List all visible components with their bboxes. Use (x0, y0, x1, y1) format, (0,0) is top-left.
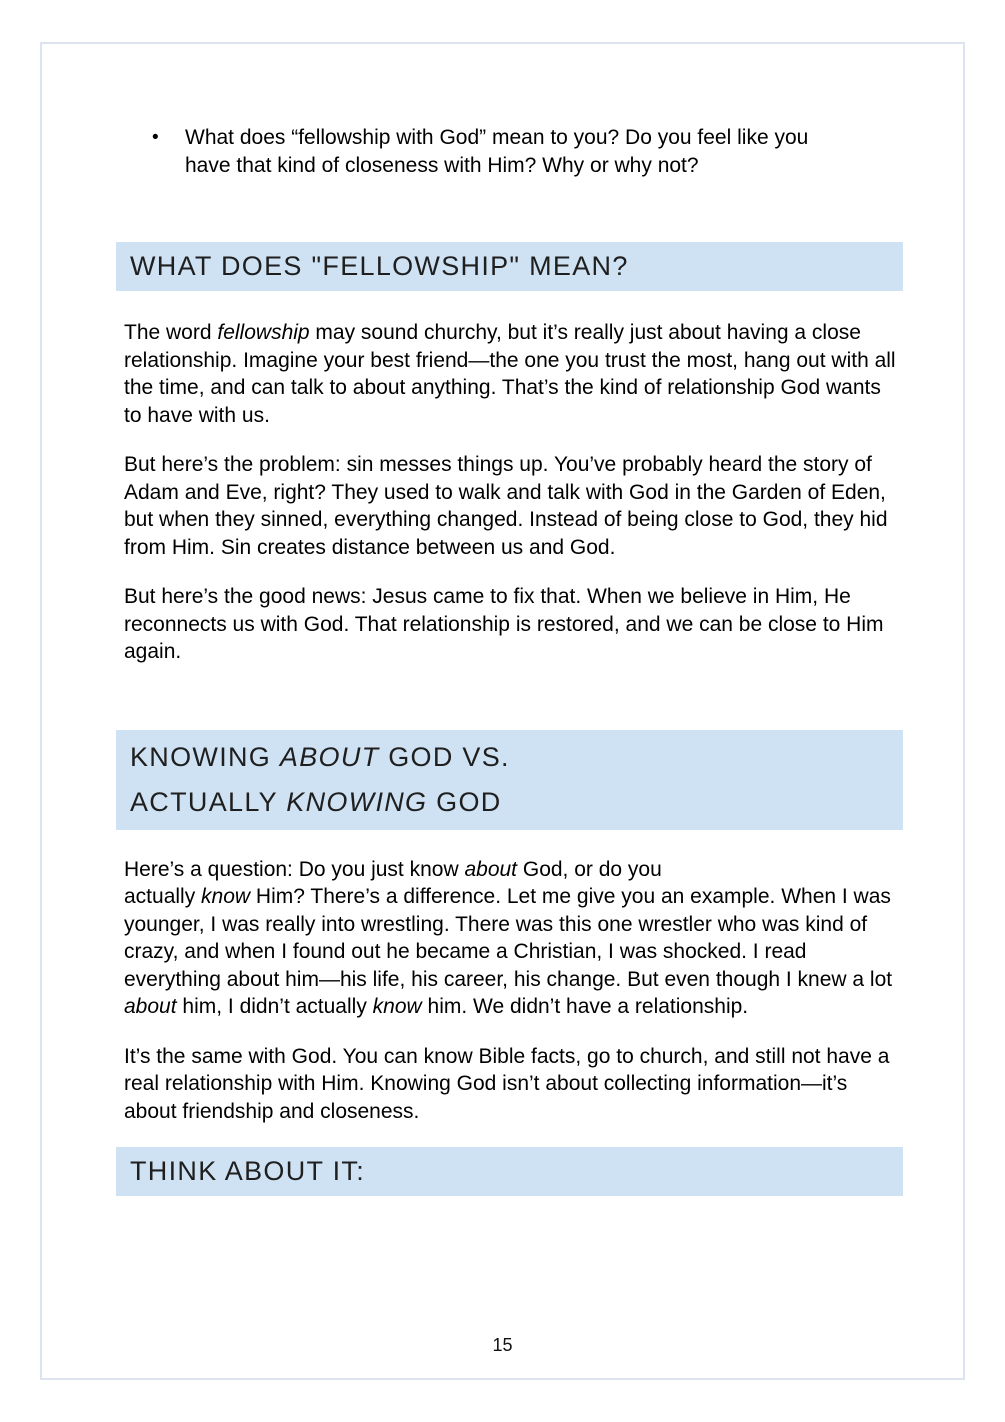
bullet-icon: • (152, 127, 159, 148)
section-heading-knowing-god: KNOWING ABOUT GOD VS. ACTUALLY KNOWING GOD (116, 730, 903, 830)
bullet-list (152, 124, 903, 180)
paragraph-fellowship-2: But here’s the problem: sin messes things up. You’ve probably heard the story of Adam and Eve, right? They used to walk and talk with God in the Garden of Eden, but when they sinned, everything changed. Instead of being close to God, they hid from Him. Sin creates distance between us and God. (124, 453, 888, 559)
section-heading-fellowship-mean: WHAT DOES "FELLOWSHIP" MEAN? (116, 242, 903, 291)
page-number: 15 (492, 1335, 513, 1355)
bullet-text: What does “fellowship with God” mean to you? Do you feel like you have that kind of closeness with Him? Why or why not? (185, 126, 809, 177)
paragraph-fellowship-1: The word fellowship may sound churchy, but it’s really just about having a close relationship. Imagine your best friend—the one you trust the most, hang out with all the time, and can talk to about anything. That’s the kind of relationship God wants to have with us. (124, 321, 896, 427)
section-heading-think-about-it: THINK ABOUT IT: (116, 1147, 903, 1196)
document-page (40, 42, 965, 1380)
paragraph-fellowship-3: But here’s the good news: Jesus came to fix that. When we believe in Him, He reconnects us with God. That relationship is restored, and we can be close to Him again. (124, 585, 884, 663)
paragraph-knowing-1: Here’s a question: Do you just know about God, or do you actually know Him? There’s a difference. Let me give you an example. When I was younger, I was really into wrestling. There was this one wrestler who was kind of crazy, and when I found out he became a Christian, I was shocked. I read everything about him—his life, his career, his change. But even though I knew a lot about him, I didn’t actually know him. We didn’t have a relationship. (124, 857, 893, 1018)
list-item (152, 124, 903, 180)
page-content (42, 44, 963, 1196)
paragraph-knowing-2: It’s the same with God. You can know Bible facts, go to church, and still not have a real relationship with Him. Knowing God isn’t about collecting information—it’s about friendship and closeness. (124, 1044, 890, 1123)
